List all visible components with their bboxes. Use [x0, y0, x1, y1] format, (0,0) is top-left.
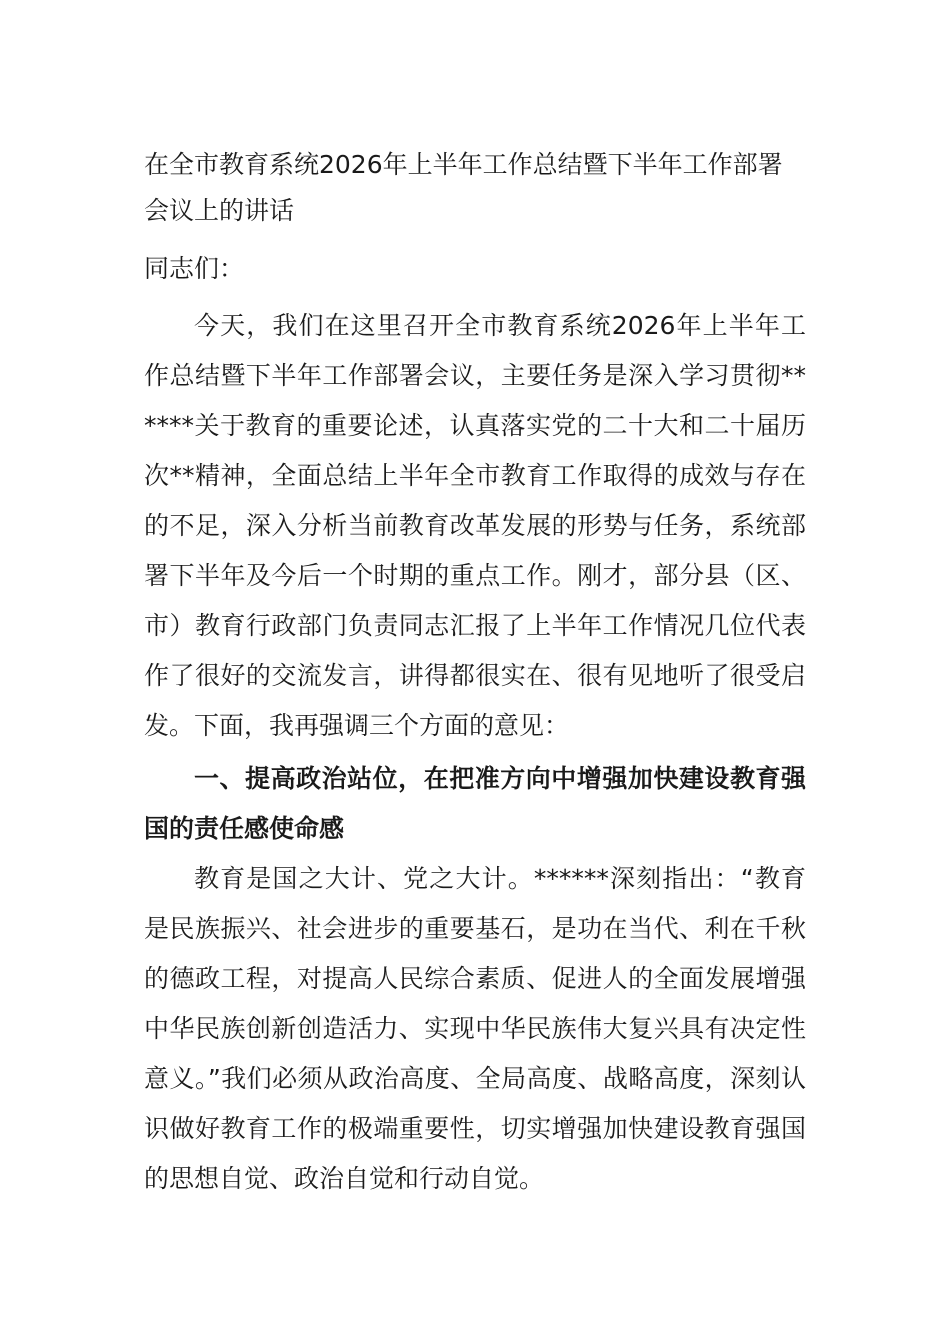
section-heading-1: 一、提高政治站位，在把准方向中增强加快建设教育强国的责任感使命感 [144, 764, 806, 843]
paragraph-section-1: 教育是国之大计、党之大计。******深刻指出：“教育是民族振兴、社会进步的重要基石，是功在当代、利在千秋的德政工程，对提高人民综合素质、促进人的全面发展增强中华民族创新创造活力、实现中华民族伟大复兴具有决定性意义。”我们必须从政治高度、全局高度、战略高度，深刻认识做好教育工作的极端重要性，切实增强加快建设教育强国的思想自觉、政治自觉和行动自觉。 [144, 864, 806, 1193]
document-body [144, 142, 806, 1204]
paragraph-intro: 今天，我们在这里召开全市教育系统2026年上半年工作总结暨下半年工作部署会议，主要任务是深入学习贯彻******关于教育的重要论述，认真落实党的二十大和二十届历次**精神，全面总结上半年全市教育工作取得的成效与存在的不足，深入分析当前教育改革发展的形势与任务，系统部署下半年及今后一个时期的重点工作。刚才，部分县（区、市）教育行政部门负责同志汇报了上半年工作情况几位代表作了很好的交流发言，讲得都很实在、很有见地听了很受启发。下面，我再强调三个方面的意见： [144, 311, 806, 740]
greeting: 同志们： [144, 254, 245, 283]
document-title: 在全市教育系统2026年上半年工作总结暨下半年工作部署会议上的讲话 [144, 150, 783, 225]
